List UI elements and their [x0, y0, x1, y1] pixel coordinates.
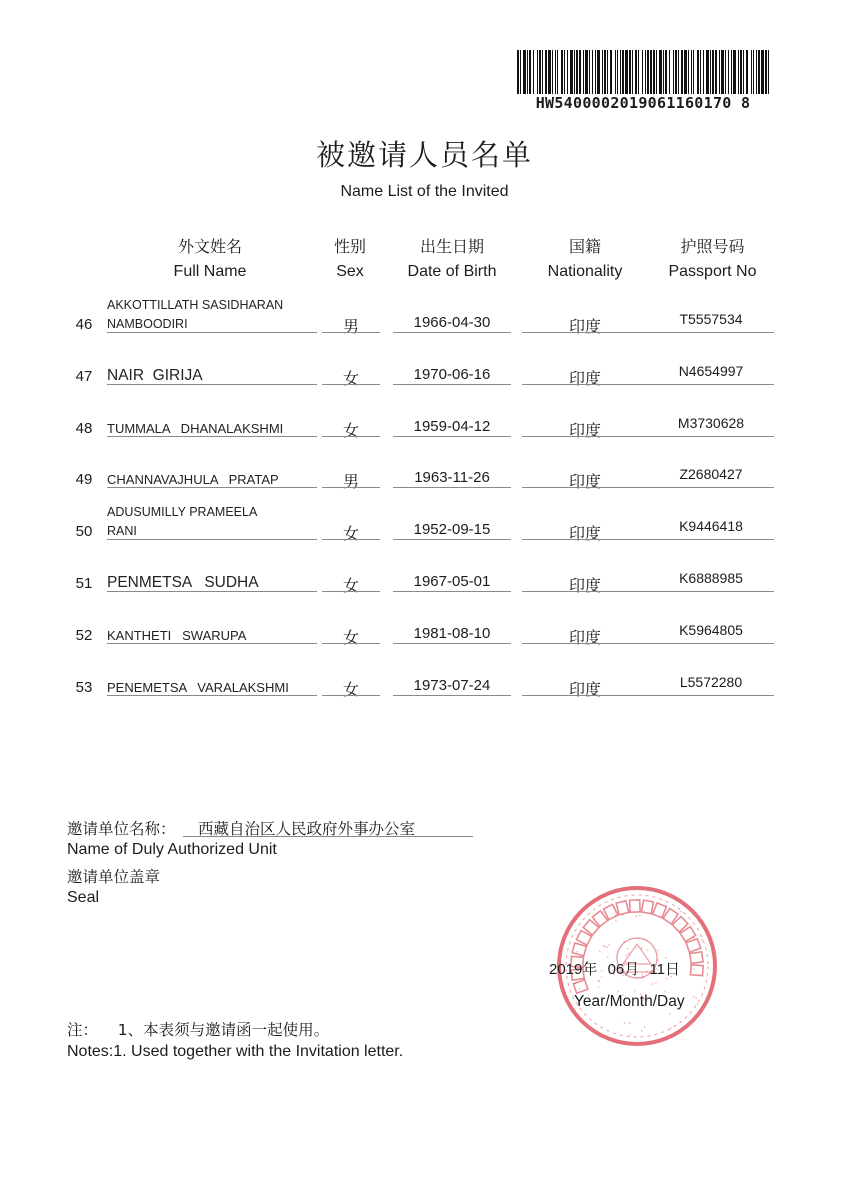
barcode-bar [761, 50, 764, 94]
seal-date-format: Year/Month/Day [574, 993, 685, 1010]
barcode-bar [684, 50, 687, 94]
row-number: 46 [75, 316, 93, 333]
barcode-bar [663, 50, 664, 94]
barcode-bar [629, 50, 631, 94]
invitee-passport-no: T5557534 [679, 311, 743, 327]
barcode-bar [721, 50, 724, 94]
barcode-bar [675, 50, 677, 94]
field-underline [107, 695, 317, 696]
field-underline [393, 539, 511, 540]
field-underline [648, 384, 774, 385]
field-underline [322, 539, 380, 540]
field-underline [522, 695, 648, 696]
header-cn: 性别 [333, 237, 366, 256]
barcode-bar [650, 50, 652, 94]
barcode-bar [595, 50, 596, 94]
seal-label-en: Seal [67, 889, 100, 906]
seal-ink-speckle [629, 1034, 631, 1036]
note-en: Notes:1. Used together with the Invitation letter. [67, 1043, 404, 1060]
seal-ink-speckle [615, 920, 617, 922]
seal-ink-speckle [695, 997, 697, 999]
field-underline [522, 436, 648, 437]
header-en: Sex [336, 263, 364, 280]
seal-ink-speckle [628, 953, 630, 955]
field-underline [648, 487, 774, 488]
seal-ink-speckle [634, 990, 636, 992]
seal-character-mark [573, 980, 588, 994]
invitee-sex: 女 [342, 421, 359, 440]
barcode-bar [635, 50, 637, 94]
barcode-bar [597, 50, 600, 94]
inviting-unit-label-cn: 邀请单位名称： [67, 820, 176, 838]
invitee-name: NAIR GIRIJA [107, 366, 203, 384]
barcode-bar [615, 50, 616, 94]
seal-ink-speckle [576, 951, 578, 953]
barcode-bar [673, 50, 674, 94]
invitee-passport-no: L5572280 [679, 674, 743, 690]
barcode-bar [517, 50, 519, 94]
barcode-image [517, 50, 769, 94]
seal-ink-speckle [602, 911, 604, 913]
seal-character-mark [691, 965, 704, 976]
seal-ink-speckle [599, 950, 601, 952]
field-underline [107, 487, 317, 488]
barcode-bar [697, 50, 699, 94]
barcode-bar [592, 50, 593, 94]
invitee-nationality: 印度 [568, 524, 601, 543]
barcode-bar [725, 50, 726, 94]
invitee-nationality: 印度 [568, 576, 601, 595]
seal-ink-speckle [669, 1013, 671, 1015]
seal-ink-speckle [598, 981, 600, 983]
barcode-bar [539, 50, 541, 94]
field-underline [648, 332, 774, 333]
invitee-nationality: 印度 [568, 628, 601, 647]
barcode-bar [645, 50, 646, 94]
barcode-bar [574, 50, 575, 94]
barcode-number: HW5400002019061160170 8 [535, 94, 751, 112]
barcode-bar [585, 50, 588, 94]
barcode-bar [642, 50, 643, 94]
seal-ink-speckle [608, 944, 610, 946]
field-underline [322, 591, 380, 592]
page-title-english: Name List of the Invited [340, 183, 509, 200]
field-underline [393, 487, 511, 488]
barcode-bar [555, 50, 556, 94]
barcode-bar [589, 50, 590, 94]
invitee-sex: 女 [342, 576, 359, 595]
seal-ink-speckle [623, 941, 625, 943]
table-row [0, 298, 849, 350]
barcode-bar [604, 50, 606, 94]
field-underline [322, 332, 380, 333]
seal-ink-speckle [598, 987, 600, 989]
field-underline [393, 591, 511, 592]
barcode-bar [647, 50, 649, 94]
barcode-bar [527, 50, 528, 94]
barcode-bar [681, 50, 683, 94]
seal-ink-speckle [622, 914, 624, 916]
seal-date [549, 958, 680, 979]
barcode-bar [719, 50, 720, 94]
field-underline [648, 539, 774, 540]
invitee-name: NAMBOODIRI [107, 317, 188, 331]
row-number: 50 [75, 523, 93, 540]
barcode-bar [542, 50, 543, 94]
invitee-name-line1: AKKOTTILLATH SASIDHARAN [107, 298, 284, 312]
barcode-bar [728, 50, 729, 94]
seal-ink-speckle [606, 946, 608, 948]
seal-date-year-unit: 年 [582, 960, 598, 978]
barcode-bar [545, 50, 547, 94]
invitee-passport-no: K5964805 [679, 622, 743, 638]
barcode-bar [743, 50, 744, 94]
invitee-sex: 男 [342, 317, 359, 336]
field-underline [322, 384, 380, 385]
field-underline [522, 487, 648, 488]
seal-character-mark [616, 901, 629, 915]
seal-ink-speckle [647, 949, 649, 951]
barcode-bar [706, 50, 709, 94]
barcode-bar [583, 50, 584, 94]
barcode-bar [537, 50, 538, 94]
seal-ink-speckle [579, 988, 581, 990]
seal-ink-speckle [639, 915, 641, 917]
seal-ink-speckle [644, 1026, 646, 1028]
invitee-date-of-birth: 1966-04-30 [413, 314, 491, 331]
invitee-passport-no: N4654997 [678, 363, 744, 379]
seal-ink-speckle [625, 954, 627, 956]
barcode-bar [570, 50, 573, 94]
field-underline [522, 332, 648, 333]
barcode-bar [768, 50, 769, 94]
barcode-bar [665, 50, 667, 94]
invitee-date-of-birth: 1959-04-12 [413, 418, 491, 435]
barcode-bar [557, 50, 558, 94]
header-cn: 护照号码 [680, 237, 745, 256]
invitee-nationality: 印度 [568, 472, 601, 491]
invitee-sex: 女 [342, 369, 359, 388]
invitee-name: CHANNAVAJHULA PRATAP [107, 472, 279, 487]
column-header-sex [320, 234, 380, 284]
barcode-bar [710, 50, 711, 94]
page-title-chinese: 被邀请人员名单 [315, 138, 533, 172]
table-row [0, 350, 849, 402]
barcode-bar [607, 50, 608, 94]
invitee-date-of-birth: 1981-08-10 [413, 625, 491, 642]
barcode-bar [656, 50, 657, 94]
inviting-unit-underline [183, 836, 473, 837]
field-underline [107, 591, 317, 592]
barcode-bar [552, 50, 553, 94]
field-underline [648, 436, 774, 437]
seal-date-year: 2019 [549, 961, 583, 978]
column-header-full-name [130, 234, 290, 284]
column-header-date-of-birth [392, 234, 512, 284]
seal-character-mark [641, 900, 653, 914]
field-underline [322, 695, 380, 696]
seal-ink-speckle [655, 982, 657, 984]
table-row [0, 402, 849, 454]
invitee-date-of-birth: 1967-05-01 [413, 573, 491, 590]
barcode-bar [529, 50, 531, 94]
seal-character-mark [630, 900, 640, 912]
seal-label-cn: 邀请单位盖章 [67, 868, 161, 886]
field-underline [107, 332, 317, 333]
header-en: Passport No [668, 263, 757, 280]
seal-character-mark [690, 952, 703, 964]
invitee-sex: 男 [342, 472, 359, 491]
row-number: 53 [75, 679, 93, 696]
barcode-bar [693, 50, 694, 94]
seal-ink-speckle [641, 947, 643, 949]
seal-ink-speckle [670, 1027, 672, 1029]
table-row [0, 453, 849, 505]
barcode-bar [753, 50, 754, 94]
field-underline [107, 539, 317, 540]
header-cn: 外文姓名 [177, 237, 242, 256]
field-underline [107, 436, 317, 437]
field-underline [393, 643, 511, 644]
field-underline [322, 436, 380, 437]
invitee-passport-no: M3730628 [677, 415, 745, 431]
table-row [0, 505, 849, 557]
seal-ink-speckle [697, 1003, 699, 1005]
barcode-bar [738, 50, 739, 94]
invitee-nationality: 印度 [568, 369, 601, 388]
seal-ink-speckle [641, 1030, 643, 1032]
row-number: 47 [75, 368, 93, 385]
seal-ink-speckle [624, 1022, 626, 1024]
seal-ink-speckle [693, 937, 695, 939]
seal-ink-speckle [680, 911, 682, 913]
table-row [0, 661, 849, 713]
invitee-name: KANTHETI SWARUPA [107, 628, 247, 643]
barcode-bar [756, 50, 757, 94]
seal-ink-speckle [629, 1022, 631, 1024]
barcode-bar [564, 50, 565, 94]
barcode-bar [548, 50, 551, 94]
column-header-passport-no [650, 234, 775, 284]
barcode-bar [678, 50, 679, 94]
barcode-bar [765, 50, 767, 94]
invitee-nationality: 印度 [568, 680, 601, 699]
invitee-sex: 女 [342, 628, 359, 647]
header-en: Nationality [547, 263, 623, 280]
barcode-bar [688, 50, 689, 94]
field-underline [393, 436, 511, 437]
invitee-date-of-birth: 1952-09-15 [413, 521, 491, 538]
invitee-nationality: 印度 [568, 421, 601, 440]
barcode-bar [669, 50, 670, 94]
seal-date-month: 06 [607, 961, 625, 978]
barcode-bar [758, 50, 760, 94]
seal-ink-speckle [693, 996, 695, 998]
seal-date-day: 11 [649, 961, 666, 978]
seal-ink-speckle [701, 939, 703, 941]
barcode-bar [610, 50, 612, 94]
invitee-sex: 女 [342, 524, 359, 543]
barcode-bar [520, 50, 521, 94]
barcode-bar [533, 50, 534, 94]
barcode-bar [703, 50, 704, 94]
barcode-bar [712, 50, 714, 94]
field-underline [322, 643, 380, 644]
row-number: 51 [75, 575, 93, 592]
barcode-bar [731, 50, 732, 94]
field-underline [522, 643, 648, 644]
field-underline [648, 695, 774, 696]
barcode-bar [653, 50, 655, 94]
invitee-nationality: 印度 [568, 317, 601, 336]
barcode-bar [617, 50, 618, 94]
field-underline [393, 695, 511, 696]
seal-ink-speckle [614, 914, 616, 916]
seal-ink-speckle [657, 949, 659, 951]
row-number: 52 [75, 627, 93, 644]
barcode-bar [622, 50, 624, 94]
invitee-passport-no: K9446418 [679, 518, 743, 534]
barcode-bar [620, 50, 621, 94]
barcode-bar [715, 50, 717, 94]
column-header-nationality [530, 234, 640, 284]
barcode-bar [751, 50, 752, 94]
barcode-bar [602, 50, 603, 94]
invitee-passport-no: Z2680427 [679, 466, 743, 482]
row-number: 49 [75, 471, 93, 488]
field-underline [648, 643, 774, 644]
field-underline [393, 384, 511, 385]
invitee-passport-no: K6888985 [679, 570, 743, 586]
field-underline [522, 384, 648, 385]
barcode-bar [523, 50, 526, 94]
barcode-bar [561, 50, 563, 94]
barcode-bar [632, 50, 633, 94]
invitee-sex: 女 [342, 680, 359, 699]
seal-ink-speckle [693, 968, 695, 970]
field-underline [393, 332, 511, 333]
seal-ink-speckle [652, 983, 654, 985]
barcode-bar [740, 50, 742, 94]
header-cn: 出生日期 [419, 237, 484, 256]
header-en: Full Name [173, 263, 247, 280]
field-underline [107, 643, 317, 644]
header-cn: 国籍 [568, 237, 601, 256]
seal-date-month-unit: 月 [624, 960, 640, 978]
barcode-bar [659, 50, 662, 94]
field-underline [322, 487, 380, 488]
seal-ink-speckle [635, 915, 637, 917]
barcode-bar [625, 50, 628, 94]
seal-character-mark [572, 943, 586, 956]
inviting-unit-label-en: Name of Duly Authorized Unit [67, 841, 277, 858]
seal-ink-speckle [603, 945, 605, 947]
invitee-name: TUMMALA DHANALAKSHMI [107, 421, 284, 436]
barcode-bar [638, 50, 639, 94]
table-row [0, 557, 849, 609]
barcode-bar [746, 50, 748, 94]
barcode-bar [567, 50, 568, 94]
seal-ink-speckle [627, 948, 629, 950]
barcode-bar [576, 50, 578, 94]
barcode-bar [733, 50, 736, 94]
seal-ink-speckle [635, 947, 637, 949]
invitee-date-of-birth: 1973-07-24 [413, 677, 491, 694]
header-en: Date of Birth [407, 263, 497, 280]
barcode-bar [700, 50, 701, 94]
seal-ink-speckle [574, 982, 576, 984]
barcode-bar [691, 50, 692, 94]
field-underline [522, 591, 648, 592]
invitee-date-of-birth: 1970-06-16 [413, 366, 491, 383]
field-underline [648, 591, 774, 592]
invitee-name: RANI [107, 524, 137, 538]
invitee-date-of-birth: 1963-11-26 [414, 469, 490, 486]
invitee-name: PENEMETSA VARALAKSHMI [107, 680, 289, 695]
invitee-name: PENMETSA SUDHA [107, 573, 259, 591]
seal-date-day-unit: 日 [665, 960, 681, 978]
table-row [0, 609, 849, 661]
row-number: 48 [75, 420, 93, 437]
invitee-name-line1: ADUSUMILLY PRAMEELA [107, 505, 258, 519]
field-underline [522, 539, 648, 540]
inviting-unit-name: 西藏自治区人民政府外事办公室 [198, 820, 416, 838]
field-underline [107, 384, 317, 385]
barcode-bar [579, 50, 581, 94]
note-cn: 注： 1、本表须与邀请函一起使用。 [67, 1021, 330, 1039]
